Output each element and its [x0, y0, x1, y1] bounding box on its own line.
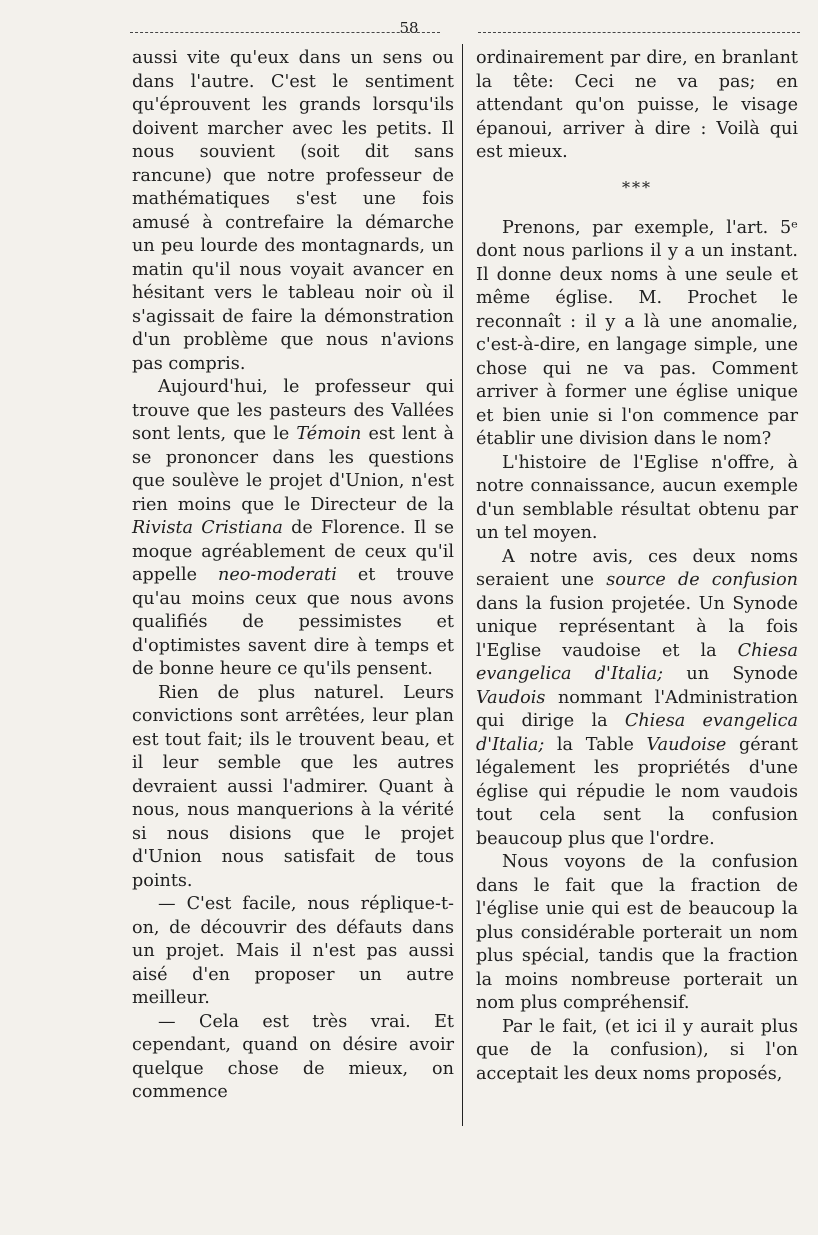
- paragraph: [132, 893, 454, 1011]
- paragraph: [476, 851, 798, 1016]
- text-run: aussi vite qu'eux dans un sens ou dans l'autre. C'est le sentiment qu'éprouvent les grands lorsqu'ils doivent marcher avec les petits. Il nous souvient (soit dit sans rancune) que notre professeur de mathématiques s'est une fois amusé à contrefaire la démarche un peu lourde des montagnards, un matin qu'il nous voyait avancer en hésitant vers le tableau noir où il s'agissait de faire la démonstration d'un problème que nous n'avions pas compris.: [132, 48, 454, 374]
- text-run: et trouve qu'au moins ceux que nous avons qualifiés de pessimistes et d'optimistes savent dire à temps et de bonne heure ce qu'ils pensent.: [132, 565, 454, 679]
- page-number: 58: [399, 19, 419, 37]
- text-run: Aujourd'hui, le professeur qui trouve que les pasteurs des Vallées sont lents, que le: [132, 377, 454, 444]
- paragraph: [476, 47, 798, 165]
- italic-text: Vaudoise: [646, 734, 727, 755]
- italic-text: Rivista Cristiana: [132, 518, 283, 538]
- text-run: ordinairement par dire, en branlant la tête: Ceci ne va pas; en attendant qu'on puisse, le visage épanoui, arriver à dire : Voilà qui est mieux.: [476, 48, 798, 162]
- paragraph: [476, 217, 798, 452]
- text-run: Rien de plus naturel. Leurs convictions sont arrêtées, leur plan est tout fait; ils le trouvent beau, et il leur semble que les autres devraient aussi l'admirer. Quant à nous, nous manquerions à la vérité si nous disions que le projet d'Union nous satisfait de tous points.: [132, 682, 454, 891]
- asterism-mark: ***: [622, 177, 652, 197]
- text-run: la Table: [544, 734, 647, 755]
- italic-text: Chiesa evangelica d'Italia;: [476, 711, 798, 755]
- text-run: A notre avis, ces deux noms seraient une: [476, 546, 798, 590]
- text-run: — C'est facile, nous réplique-t-on, de découvrir des défauts dans un projet. Mais il n'est pas aussi aisé d'en proposer un autre meilleur.: [132, 894, 454, 1008]
- header-rule-left: [130, 32, 440, 33]
- text-run: — Cela est très vrai. Et cependant, quand on désire avoir quelque chose de mieux, on commence: [132, 1011, 454, 1102]
- paragraph: [476, 452, 798, 546]
- italic-text: Témoin: [296, 424, 362, 444]
- paragraph: [132, 682, 454, 894]
- text-run: dans la fusion projetée. Un Synode unique représentant à la fois l'Eglise vaudoise et la: [476, 593, 798, 661]
- right-column-text-top: [476, 47, 798, 165]
- paragraph: [476, 1016, 798, 1087]
- column-divider: [462, 44, 463, 1126]
- left-column-text: [132, 47, 454, 1105]
- text-run: L'histoire de l'Eglise n'offre, à notre connaissance, aucun exemple d'un semblable résultat obtenu par un tel moyen.: [476, 452, 798, 543]
- right-column: [476, 47, 798, 1086]
- text-run: nommant l'Administration qui dirige la: [476, 687, 798, 731]
- left-column: [132, 47, 454, 1105]
- section-asterism: [476, 177, 798, 197]
- text-run: un Synode: [663, 664, 798, 684]
- paragraph: [132, 1011, 454, 1105]
- text-run: de Florence. Il se moque agréablement de ceux qu'il appelle: [132, 518, 454, 585]
- header-rule-right: [478, 32, 800, 33]
- italic-text: Chiesa evangelica d'Italia;: [476, 640, 798, 684]
- text-run: Prenons, par exemple, l'art. 5ᵉ dont nous parlions il y a un instant. Il donne deux noms à une seule et même église. M. Prochet le reconnaît : il y a là une anomalie, c'est-à-dire, en langage simple, une chose qui ne va pas. Comment arriver à former une église unique et bien unie si l'on commence par établir une division dans le nom?: [476, 217, 798, 449]
- paragraph: [132, 376, 454, 682]
- italic-text: neo-moderati: [218, 565, 337, 585]
- paragraph: [132, 47, 454, 376]
- text-run: Nous voyons de la confusion dans le fait que la fraction de l'église unie qui est de beaucoup la plus considérable porterait un nom plus spécial, tandis que la fraction la moins nombreuse porterait un nom plus compréhensif.: [476, 852, 798, 1013]
- text-run: Par le fait, (et ici il y aurait plus que de la confusion), si l'on acceptait les deux noms proposés,: [476, 1016, 798, 1084]
- italic-text: Vaudois: [476, 687, 546, 708]
- paragraph: [476, 546, 798, 852]
- text-run: est lent à se prononcer dans les questions que soulève le projet d'Union, n'est rien moins que le Directeur de la: [132, 424, 455, 515]
- italic-text: source de confusion: [606, 570, 799, 590]
- right-column-text-bottom: [476, 217, 798, 1087]
- text-run: gérant légalement les propriétés d'une église qui répudie le nom vaudois tout cela sent la confusion beaucoup plus que l'ordre.: [476, 734, 798, 849]
